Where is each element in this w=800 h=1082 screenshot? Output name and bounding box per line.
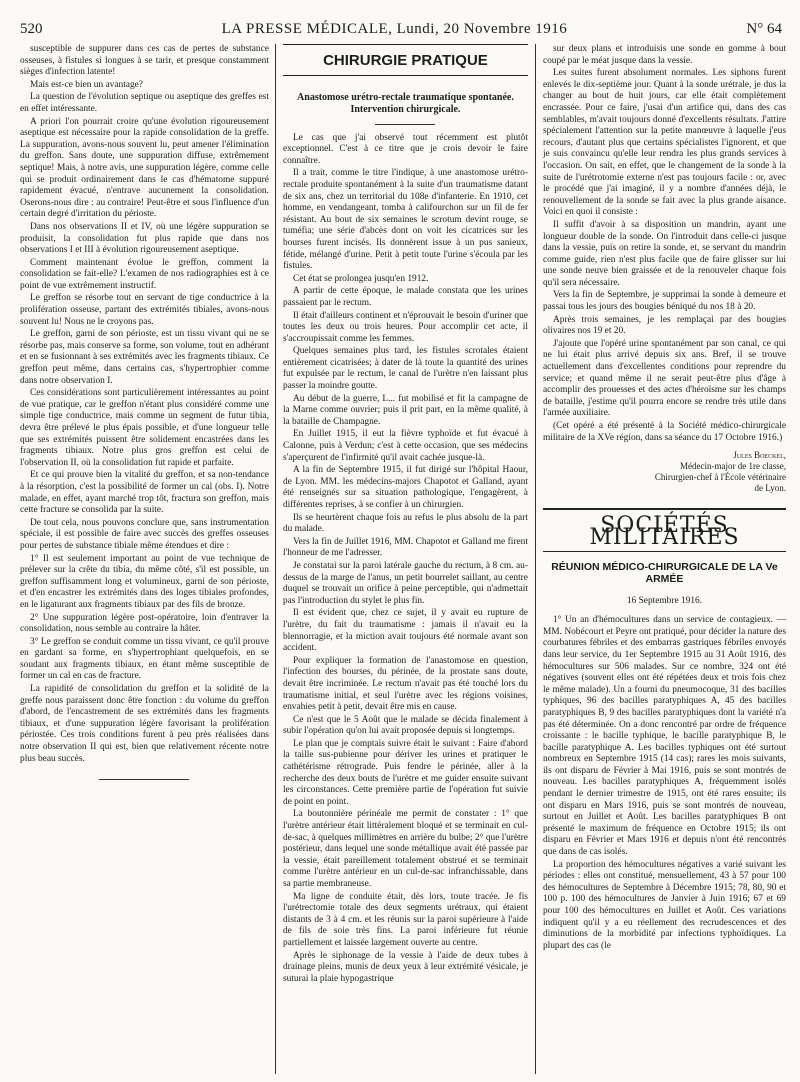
- section-rule: [543, 551, 786, 552]
- paragraph: susceptible de suppurer dans ces cas de pertes de substance osseuses, à fistules si longues à se tarir, et presque constamment sièges d'infection latente!: [20, 44, 269, 78]
- title-rule: [375, 124, 435, 125]
- paragraph: Vers la fin de Juillet 1916, MM. Chapotot et Galland me firent l'honneur de me l'adresser.: [282, 536, 528, 559]
- paragraph: La question de l'évolution septique ou aseptique des greffes est en effet intéressante.: [20, 92, 269, 114]
- paragraph: Ces considérations sont particulièrement intéressantes au point de vue pratique, car le greffon n'étant plus considéré comme une simple tige conductrice, mais comme un segment de futur tibia, devra être prélevé le plus épais possible, et d'une longueur telle que ses extrémités puissent être solidement encastrées dans les fragments tibiaux. Notre plus gros greffon est celui de l'observation II, où la consolidation fut rapide et parfaite.: [20, 388, 269, 468]
- meeting-title: RÉUNION MÉDICO-CHIRURGICALE DE LA Ve ARMÉE: [551, 561, 778, 585]
- paragraph: A la fin de Septembre 1915, il fut dirigé sur l'hôpital Haour, de Lyon. MM. les médecins-majors Chapotot et Galland, ayant été renseignés sur sa situation pathologique, l'engagèrent, à différentes reprises, à se confier à un chirurgien.: [282, 465, 528, 510]
- paragraph: En Juillet 1915, il eut la fièvre typhoïde et fut évacué à Calonne, puis à Verdun; c'est à cette occasion, que ses médecins s'aperçurent de l'infirmité qu'il avait cachée jusque-là.: [282, 429, 528, 463]
- paragraph: De tout cela, nous pouvons conclure que, sans instrumentation spéciale, il est possible de faire avec succès des greffes osseuses pour pertes de substance tibiale même étendues et dire :: [20, 517, 269, 551]
- author-title-2: Chirurgien-chef à l'École vétérinaire: [654, 472, 786, 483]
- paragraph: Le cas que j'ai observé tout récemment est plutôt exceptionnel. C'est à ce titre que je crois devoir le faire connaître.: [282, 132, 528, 166]
- paragraph: La proportion des hémocultures négatives a varié suivant les périodes : elles ont constitué, mensuellement, 43 à 57 pour 100 des hémocultures de Septembre à Décembre 1915; 78, 80, 90 et 100 p. 100 des hémocultures de Janvier à Juin 1916; 67 et 69 pour 100 des hémocultures en Juillet et Août. Ces variations indiquent qu'il y a eu réellement des recrudescences et des diminutions de la morbidité par infections typhoïdiques. La plupart des cas (le: [542, 859, 786, 951]
- paragraph: Après le siphonage de la vessie à l'aide de deux tubes à drainage pleins, munis de deux yeux à leur extrémité vésicale, je suturai la plaie hypogastrique: [282, 950, 528, 984]
- article-title: Anastomose urétro-rectale traumatique spontanée. Intervention chirurgicale.: [297, 91, 514, 115]
- journal-title: LA PRESSE MÉDICALE, Lundi, 20 Novembre 1916: [221, 20, 568, 37]
- column-3: [536, 44, 786, 1074]
- paragraph: Quelques semaines plus tard, les fistules scrotales étaient entièrement cicatrisées; à dater de là toute la quantité des urines fut expulsée par le rectum, le canal de l'urètre n'en laissant plus passer la moindre goutte.: [282, 346, 528, 392]
- paragraph: Et ce qui prouve bien la vitalité du greffon, et sa non-tendance à la résorption, c'est la possibilité de former un cal (obs. I). Notre malade, en effet, ayant marché trop tôt, fractura son greffon, mais cette fracture se consolida par la suite.: [20, 470, 269, 516]
- paragraph: 1° Un an d'hémocultures dans un service de contagieux. — MM. Nobécourt et Peyre ont pratiqué, pour décider la nature des courbatures fébriles et des embarras gastriques fébriles envoyés dans leur service, du 1er Septembre 1915 au 31 Août 1916, des hémocultures sur 506 malades. Sur ce nombre, 324 ont été négatives (souvent elles ont été répétées deux et trois fois chez le même malade). Un a fourni du pneumocoque, 31 des bacilles typhiques, 96 des bacilles paratyphiques A, 45 des bacilles paratyphiques B, 9 des bacilles paratyphiques dont la variété n'a pas été déterminée. On a donc rencontré par ordre de fréquence croissante : le bacille typhique, le bacille paratyphique B, le bacille paratyphique A. Les bacilles typhiques ont été surtout nombreux en Septembre 1915 (14 cas); rares les mois suivants, ils ont disparu de Février à Mai 1916, puis se sont montrés de nouveau. Les bacilles paratyphiques A, fréquemment isolés pendant le dernier trimestre de 1915, ont été rares ensuite; ils ont disparu en Mars 1916, puis se sont montrés de nouveau, surtout en Juillet et Août. Les bacilles paratyphiques B ont présenté le maximum de fréquence en Octobre 1915; ils ont disparu en Février et Mars 1916 et depuis n'ont été rencontrés que dans de cas isolés.: [542, 615, 786, 858]
- paragraph: Le greffon se résorbe tout en servant de tige conductrice à la prolifération osseuse, partant des extrémités tibiales, avons-nous souvent lu! Nous ne le croyons pas.: [20, 293, 269, 327]
- paragraph: 2° Une suppuration légère post-opératoire, loin d'entraver la consolidation, nous semble au contraire la hâter.: [20, 612, 269, 635]
- paragraph: Je constatai sur la paroi latérale gauche du rectum, à 8 cm. au-dessus de la marge de l'anus, un petit bourrelet saillant, au centre duquel se trouvait un orifice à peine perceptible, qui n'admettait pas l'introduction du stylet le plus fin.: [282, 560, 528, 606]
- paragraph: Il a trait, comme le titre l'indique, à une anastomose urétro-rectale produite spontanément à la suite d'un traumatisme datant de six ans, chez un territorial du 108e d'infanterie. En 1910, cet homme, en vendangeant, tomba à califourchon sur un fil de fer résistant. Au bout de six semaines le scrotum devint rouge, se tuméfia; une série d'abcès dont on voit les cicatrices sur les bourses furent incisés. Ils donnèrent issue à un pus sanieux, fétide, mélangé d'urine. Petit à petit toute l'urine s'écoula par les fistules.: [282, 168, 528, 272]
- paragraph: Après trois semaines, je les remplaçai par des bougies olivaires nos 19 et 20.: [542, 314, 786, 337]
- paragraph: La rapidité de consolidation du greffon et la solidité de la greffe nous paraissent donc être fonction : du volume du greffon d'abord, de l'encastrement de ses extrémités dans les fragments tibiaux, et d'une suppuration légère favorisant la prolifération périostée. Ces trois conditions furent à peu près réalisées dans notre observation II qui est, bien que relativement récente notre plus beau succès.: [20, 684, 269, 764]
- text-columns: [20, 44, 786, 1074]
- paragraph: Les suites furent absolument normales. Les siphons furent enlevés le dix-septième jour. Quant à la sonde urétrale, je dus la changer au bout de huit jours, car elle était complètement encrassée. Pour ce faire, j'usai d'un artifice qui, dans des cas semblables, m'avait toujours donné d'excellents résultats. J'attire spécialement l'attention sur la petite manœuvre à laquelle j'eus recours, d'autant plus que certains spécialistes l'ignorent, et que je suis convaincu qu'elle leur rendra les plus grands services à l'occasion. On sait, en effet, que le changement de la sonde à la suite de l'urétrotomie externe n'est pas toujours facile : or, avec le procédé que j'ai imaginé, il y a nombre d'années déjà, le renouvellement de la sonde se fait avec la plus grande aisance. Voici en quoi il consiste :: [542, 68, 786, 218]
- column-1: [20, 44, 275, 1074]
- paragraph: Ce n'est que le 5 Août que le malade se décida finalement à subir l'opération qu'on lui avait proposée depuis si longtemps.: [282, 714, 528, 737]
- paragraph: Au début de la guerre, L... fut mobilisé et fit la campagne de la Marne comme ouvrier; puis il prit part, en la même qualité, à la bataille de Champagne.: [282, 393, 528, 427]
- paragraph: A partir de cette époque, le malade constata que les urines passaient par le rectum.: [282, 286, 528, 308]
- paragraph: Ma ligne de conduite était, dès lors, toute tracée. Je fis l'urétrectomie totale des deux segments urétraux, qui étaient distants de 3 à 4 cm. et les réunis sur la paroi supérieure à l'aide de fils de soie très fins. La paroi inférieure fut réunie partiellement et laissée largement ouverte au centre.: [282, 891, 528, 948]
- paragraph: Cet état se prolongea jusqu'en 1912.: [292, 273, 429, 284]
- page-header: [20, 18, 782, 40]
- author-name: Jules Boeckel,: [733, 450, 786, 461]
- paragraph: La boutonnière périnéale me permit de constater : 1° que l'urètre antérieur était littéralement bloqué et se terminait en cul-de-sac, à quelques millimètres en arrière du bulbe; 2° que l'urètre postérieur, dans lequel une sonde métallique avait été passée par la vessie, était pareillement totalement obstrué et se terminait comme l'urètre antérieur en un cul-de-sac infranchissable, dans sa partie membraneuse.: [282, 809, 528, 889]
- paragraph: Il suffit d'avoir à sa disposition un mandrin, ayant une longueur double de la sonde. On l'introduit dans celle-ci jusque dans la vessie, puis on retire la sonde, et, se servant du mandrin comme guide, rien n'est plus facile que de faire glisser sur lui une sonde neuve bien graissée et de la renouveler chaque fois qu'il sera nécessaire.: [542, 219, 786, 288]
- author-signature: [543, 450, 786, 494]
- paragraph: Il était d'ailleurs continent et n'éprouvait le besoin d'uriner que toutes les deux ou trois heures. Pour accomplir cet acte, il s'accroupissait comme les femmes.: [282, 310, 528, 344]
- column-2: [275, 44, 536, 1074]
- issue-number: N° 64: [746, 20, 782, 37]
- paragraph: Mais est-ce bien un avantage?: [30, 79, 143, 90]
- paragraph: J'ajoute que l'opéré urine spontanément par son canal, ce qui ne lui était plus arrivé depuis six ans. Bref, il se trouve actuellement dans d'excellentes conditions pour reprendre du service; et quand même il ne serait peut-être plus d'âge à accomplir des prouesses et des actes d'héroïsme sur les champs de bataille, j'estime qu'il pourra encore se rendre très utile dans l'armée auxiliaire.: [542, 338, 786, 419]
- paragraph: 1° Il est seulement important au point de vue technique de prélever sur la crête du tibia, du même côté, s'il est possible, un greffon suffisamment long et volumineux, garni de son périoste, et d'en encastrer les extrémités dans des loges tibiales profondes, en le ligaturant aux fragments tibiaux par des fils de bronze.: [20, 553, 269, 610]
- meeting-date: 16 Septembre 1916.: [626, 595, 703, 606]
- paragraph: (Cet opéré a été présenté à la Société médico-chirurgicale militaire de la XVe région, dans sa séance du 17 Octobre 1916.): [542, 421, 786, 443]
- paragraph: Le plan que je comptais suivre était le suivant : Faire d'abord la taille sus-pubienne pour dériver les urines et pratiquer le cathétérisme rétrograde. Puis fendre le périnée, aller à la recherche des deux bouts de l'urètre et me guider ensuite suivant les circonstances. Cette première partie de l'opération fut suivie de point en point.: [282, 738, 528, 807]
- paragraph: A priori l'on pourrait croire qu'une évolution rigoureusement aseptique est nécessaire pour la rapide consolidation de la greffe. La suppuration, avons-nous souvent lu, peut amener l'élimination du greffon. Sans doute, une suppuration diffuse, extrêmement septique! Mais, à notre avis, une suppuration légère, comme celle qui se produit ordinairement dans le cas d'hématome suppuré rapidement évacué, n'entrave aucunement la consolidation. Oserons-nous dire : au contraire! Peut-être et sous l'influence d'un certain degré d'irritation du périoste.: [20, 116, 269, 220]
- section-title-chirurgie: CHIRURGIE PRATIQUE: [283, 44, 528, 76]
- end-rule: [99, 779, 189, 780]
- author-title-1: Médecin-major de 1re classe,: [680, 461, 786, 472]
- paragraph: Il est évident que, chez ce sujet, il y avait eu rupture de l'urètre, du fait du traumatisme : jamais il n'avait eu la blennorragie, et la miction avait toujours été normale avant son accident.: [282, 608, 528, 654]
- paragraph: 3° Le greffon se conduit comme un tissu vivant, ce qu'il prouve en gardant sa forme, en s'hypertrophiant quelquefois, en se soudant aux fragments tibiaux, en étant même susceptible de former un cal en cas de fracture.: [20, 636, 269, 682]
- author-title-3: de Lyon.: [754, 483, 786, 494]
- paragraph: Dans nos observations II et IV, où une légère suppuration se produisit, la consolidation fut plus rapide que dans nos observations I et III à évolution rigoureusement aseptique.: [20, 221, 269, 256]
- page-number: 520: [20, 20, 43, 37]
- section-title-societes: SOCIÉTÉS MILITAIRES: [543, 508, 786, 543]
- paragraph: sur deux plans et introduisis une sonde en gomme à bout coupé par le méat jusque dans la vessie.: [542, 44, 786, 66]
- paragraph: Comment maintenant évolue le greffon, comment la consolidation se fait-elle? L'examen de nos radiographies est à ce point de vue extrêmement instructif.: [20, 257, 269, 291]
- paragraph: Ils se heurtèrent chaque fois au refus le plus absolu de la part du malade.: [282, 512, 528, 535]
- paragraph: Le greffon, garni de son périoste, est un tissu vivant qui ne se résorbe pas, mais conserve sa forme, son volume, tout en adhérant et en se fusionnant à ses extrémités avec les fragments tibiaux. Ce greffon peut même, dans certains cas, s'hypertrophier comme dans notre observation I.: [20, 329, 269, 386]
- paragraph: Vers la fin de Septembre, je supprimai la sonde à demeure et passai tous les jours des bougies béniqué du nos 18 à 20.: [542, 290, 786, 313]
- paragraph: Pour expliquer la formation de l'anastomose en question, l'infection des bourses, du périnée, de la prostate sans doute, devait être incriminée. Le rectum n'avait pas été touché lors du traumatisme initial, et seul l'urètre avec les régions voisines, envahies petit à petit, devait être mis en cause.: [282, 655, 528, 713]
